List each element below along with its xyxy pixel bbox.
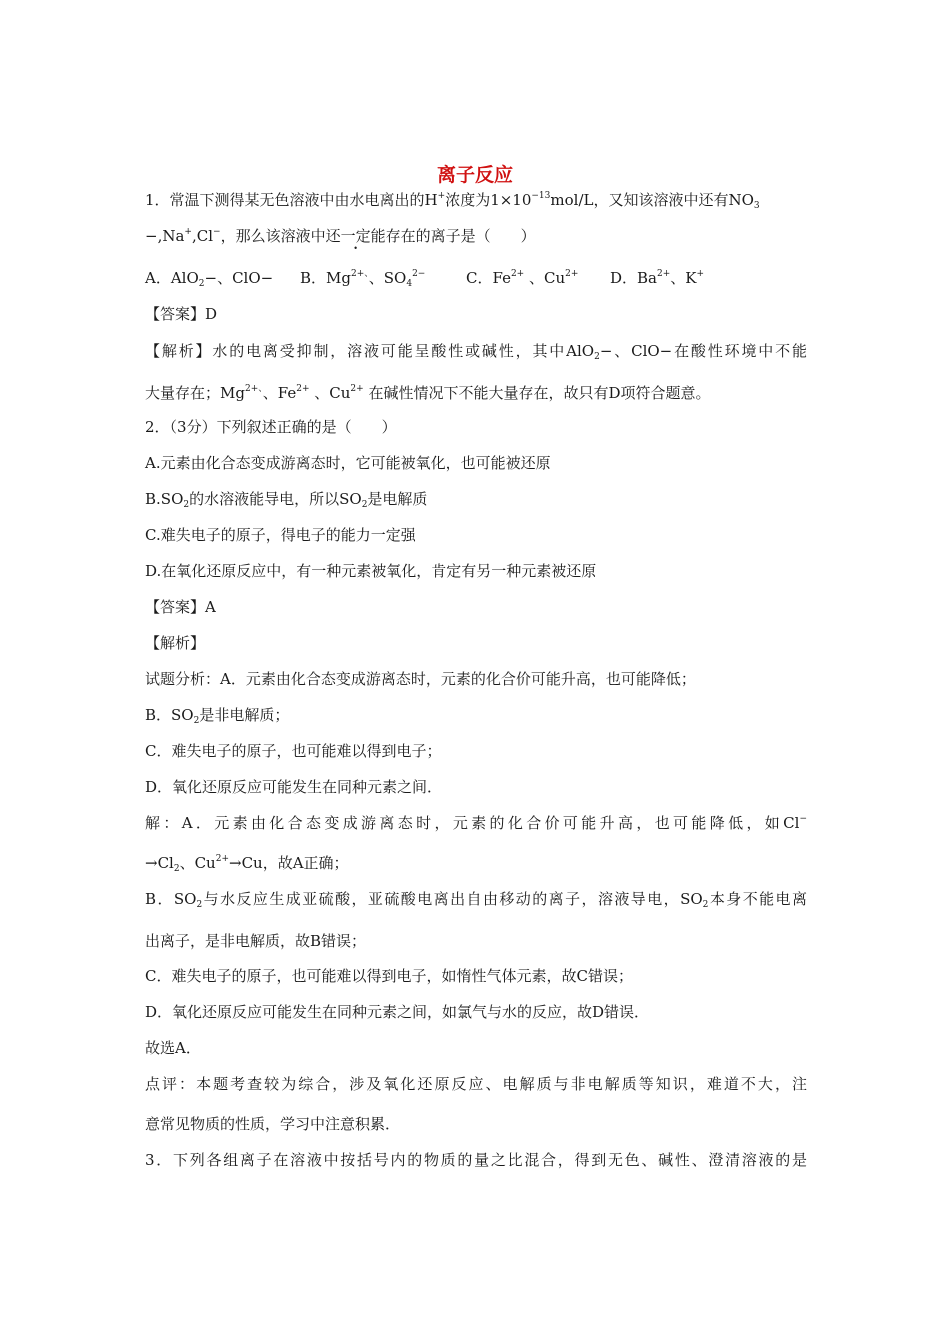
q2-solution-line6: D．氧化还原反应可能发生在同种元素之间，如氯气与水的反应，故D错误． bbox=[145, 1003, 650, 1021]
q1-stem-line2: −,Na+,Cl−，那么该溶液中还一定能存在的离子是（ ） bbox=[145, 227, 536, 245]
q2-answer: 【答案】A bbox=[145, 598, 216, 616]
q2-stem: 2．（3分）下列叙述正确的是（ ） bbox=[145, 418, 397, 436]
q2-option-a: A.元素由化合态变成游离态时，它可能被氧化，也可能被还原 bbox=[145, 454, 551, 472]
q1-explanation-line1: 【解析】水的电离受抑制，溶液可能呈酸性或碱性，其中AlO$_2$−、ClO−在酸性环境中不能 bbox=[145, 342, 807, 362]
q1-answer: 【答案】D bbox=[145, 305, 218, 323]
q2-option-b: $B.SO_2$的水溶液能导电，所以$SO_2$是电解质 bbox=[145, 490, 428, 510]
q2-analysis-line3: C．难失电子的原子，也可能难以得到电子； bbox=[145, 742, 442, 760]
page-title: 离子反应 bbox=[436, 164, 513, 186]
q2-solution-line2: $\to Cl_2$、$Cu^{2+}\to Cu$，故A正确； bbox=[145, 854, 349, 874]
q2-analysis-heading: 【解析】 bbox=[145, 634, 206, 652]
q2-comment-line2: 意常见物质的性质，学习中注意积累． bbox=[145, 1115, 401, 1133]
q1-stem-line1: 1．常温下测得某无色溶液中由水电离出的H+浓度为$1\times 10^{-13}mol/L$，又知该溶液中还有$NO_3$ bbox=[145, 191, 760, 211]
q2-analysis-line1: 试题分析：A．元素由化合态变成游离态时，元素的化合价可能升高，也可能降低； bbox=[145, 670, 696, 688]
q2-solution-line7: 故选A． bbox=[145, 1039, 201, 1057]
q2-analysis-line2: B．$SO_2$是非电解质； bbox=[145, 706, 290, 726]
q2-solution-line3: B．$SO_2$与水反应生成亚硫酸，亚硫酸电离出自由移动的离子，溶液导电，$SO_2$本身不能电离 bbox=[145, 890, 807, 910]
q1-option-b: B．$Mg^{2+、}$、$SO_4^{2-}$ bbox=[300, 269, 426, 289]
q2-analysis-line4: D．氧化还原反应可能发生在同种元素之间． bbox=[145, 778, 443, 796]
q2-solution-line4: 出离子，是非电解质，故B错误； bbox=[145, 932, 367, 950]
q2-comment-line1: 点评：本题考查较为综合，涉及氧化还原反应、电解质与非电解质等知识，难道不大，注 bbox=[145, 1075, 807, 1093]
q3-stem: 3．下列各组离子在溶液中按括号内的物质的量之比混合，得到无色、碱性、澄清溶液的是 bbox=[145, 1151, 807, 1169]
q2-solution-line1: 解：A．元素由化合态变成游离态时，元素的化合价可能升高，也可能降低，如Cl− bbox=[145, 814, 807, 832]
q1-option-c: C．$Fe^{2+}$ 、$Cu^{2+}$ bbox=[466, 269, 579, 287]
q2-option-c: C.难失电子的原子，得电子的能力一定强 bbox=[145, 526, 416, 544]
emphasis-text: 一定 bbox=[340, 227, 371, 245]
q1-explanation-line2: 大量存在；$Mg^{2+、}$、$Fe^{2+}$ 、$Cu^{2+}$ 在碱性情况下不能大量存在，故只有D项符合题意。 bbox=[145, 384, 711, 402]
q2-option-d: D.在氧化还原反应中，有一种元素被氧化，肯定有另一种元素被还原 bbox=[145, 562, 597, 580]
q1-option-d: D．$Ba^{2+}$、K+ bbox=[610, 269, 705, 287]
q1-option-a: A．AlO$_2$−、ClO− bbox=[145, 269, 274, 289]
q2-solution-line5: C．难失电子的原子，也可能难以得到电子，如惰性气体元素，故C错误； bbox=[145, 967, 633, 985]
